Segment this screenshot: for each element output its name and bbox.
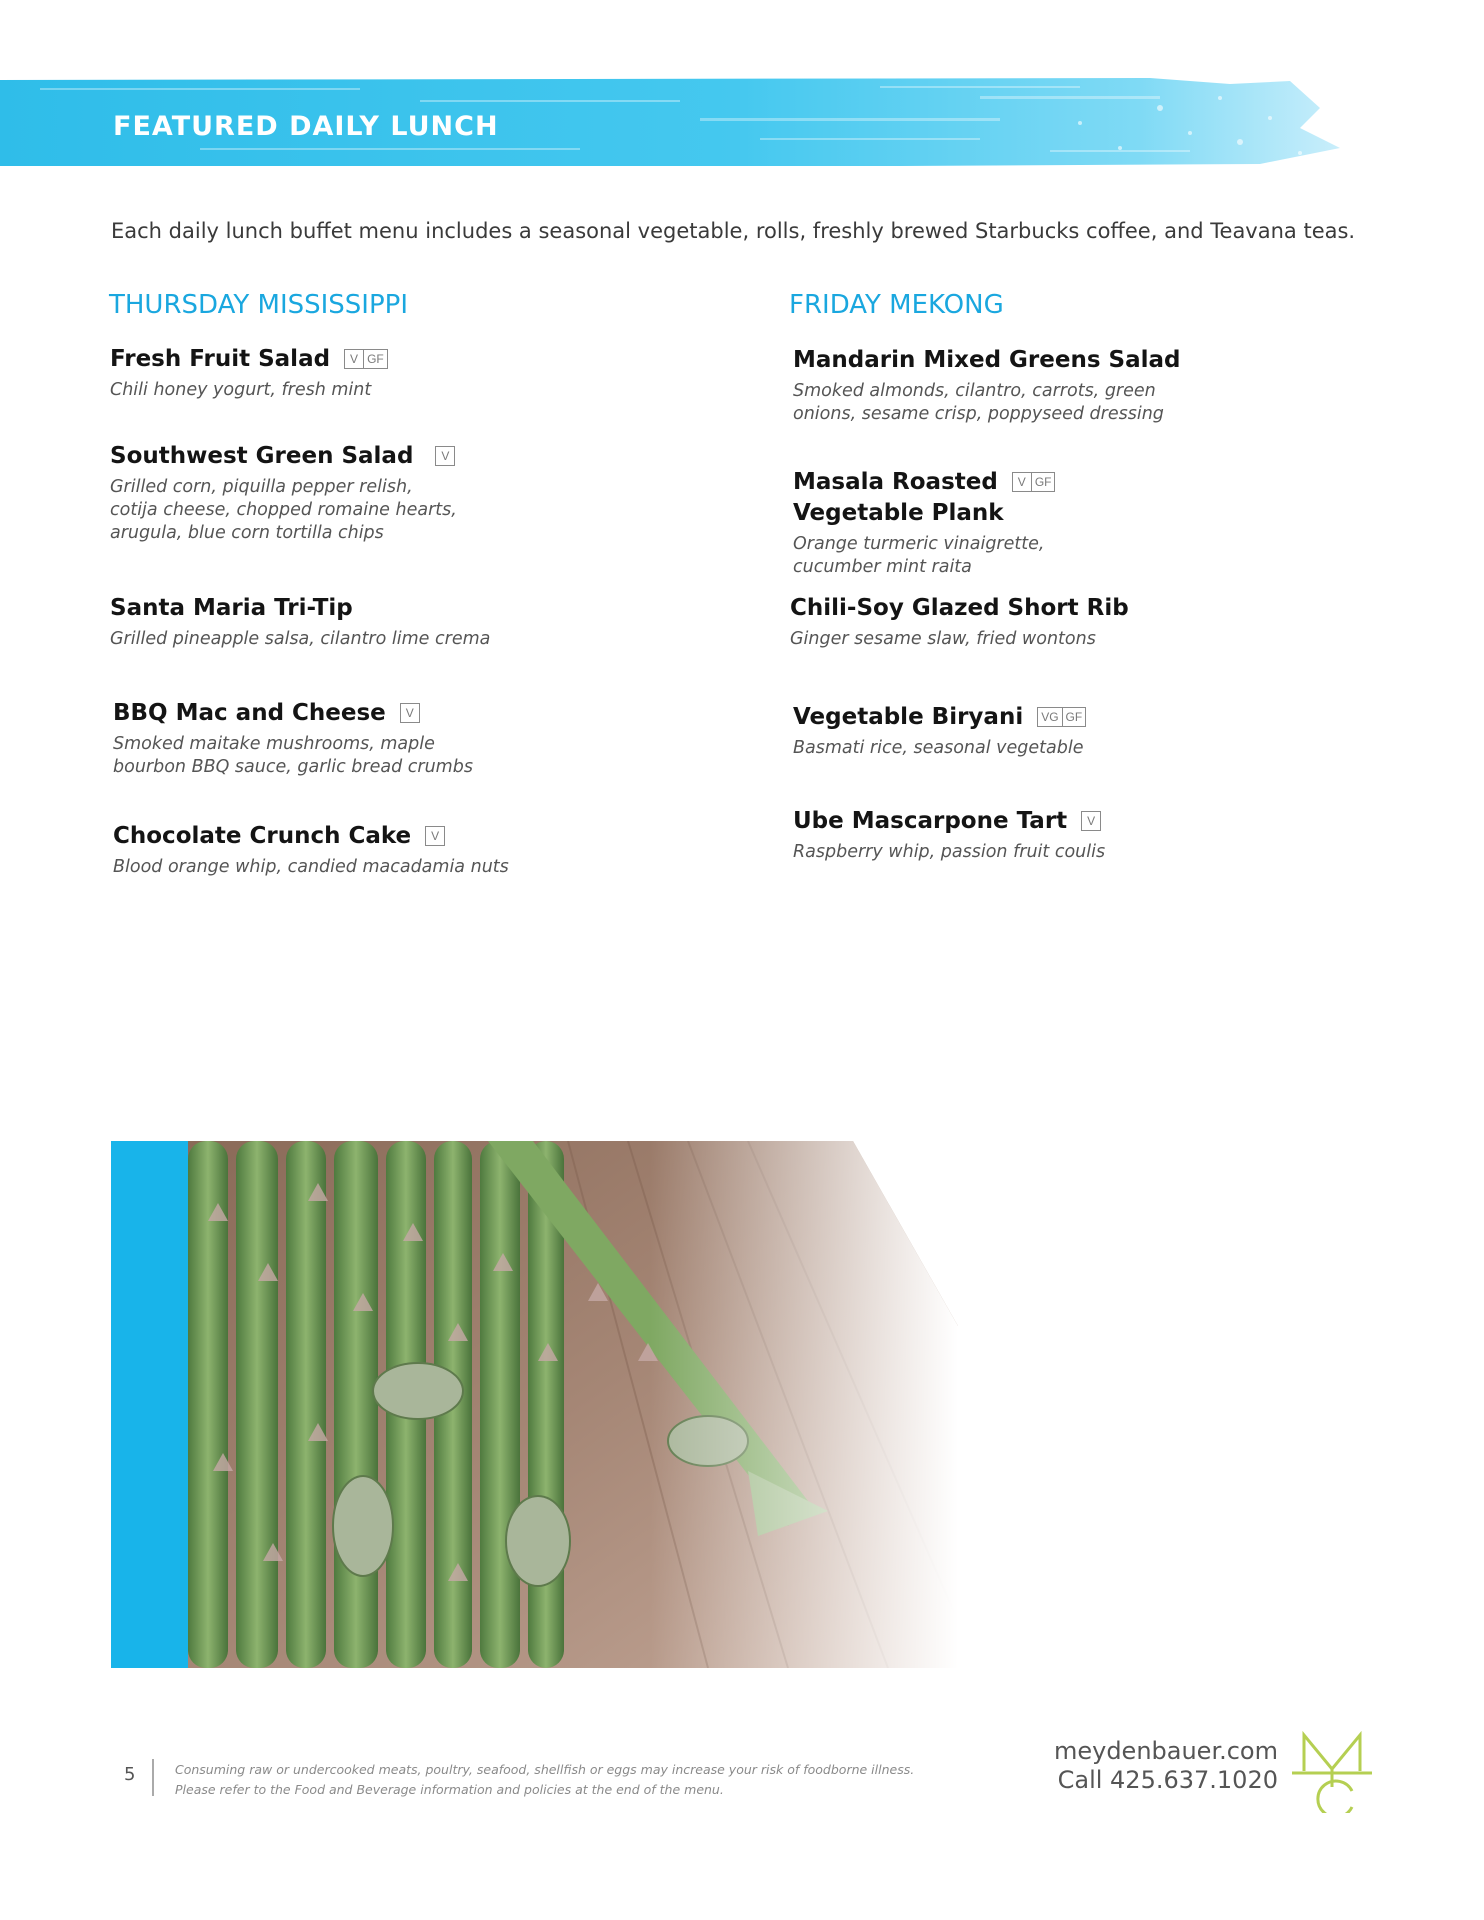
item-name: Ube Mascarpone Tart: [793, 808, 1068, 834]
menu-item: [793, 345, 1181, 426]
item-name: Southwest Green Salad: [110, 443, 414, 469]
page-number: 5: [124, 1764, 136, 1785]
item-description: Orange turmeric vinaigrette, cucumber mint raita: [793, 534, 1045, 577]
tag-gluten-free: GF: [1032, 472, 1056, 492]
diet-tags: [435, 446, 455, 466]
page-title: FEATURED DAILY LUNCH: [113, 111, 499, 142]
tag-vegetarian: V: [1081, 811, 1101, 831]
item-name-line2: Vegetable Plank: [793, 500, 1004, 526]
item-description: Raspberry whip, passion fruit coulis: [793, 842, 1106, 862]
item-description: Smoked almonds, cilantro, carrots, green onions, sesame crisp, poppyseed dressing: [793, 381, 1164, 424]
item-name: Masala Roasted: [793, 469, 998, 495]
item-name: Fresh Fruit Salad: [110, 346, 331, 372]
item-name: BBQ Mac and Cheese: [113, 700, 386, 726]
tag-vegetarian: V: [400, 703, 420, 723]
contact-info: [1054, 1737, 1278, 1795]
menu-item: [113, 821, 509, 879]
item-name: Santa Maria Tri-Tip: [110, 595, 353, 621]
diet-tags: [425, 826, 445, 846]
website-link[interactable]: meydenbauer.com: [1053, 1737, 1278, 1765]
diet-tags: [400, 703, 420, 723]
phone-number[interactable]: Call 425.637.1020: [1057, 1766, 1278, 1794]
diet-tags: [344, 349, 388, 369]
item-name: Chocolate Crunch Cake: [113, 823, 412, 849]
menu-item: [110, 344, 388, 402]
footer-divider: [152, 1759, 154, 1796]
item-description: Blood orange whip, candied macadamia nuts: [113, 857, 509, 877]
tag-vegan: VG: [1037, 707, 1062, 727]
tag-vegetarian: V: [435, 446, 455, 466]
accent-bar: [111, 1141, 188, 1668]
item-name: Vegetable Biryani: [793, 704, 1024, 730]
item-description: Basmati rice, seasonal vegetable: [793, 738, 1084, 758]
tag-vegetarian: V: [425, 826, 445, 846]
asparagus-image: [188, 1141, 958, 1668]
tag-gluten-free: GF: [1063, 707, 1087, 727]
diet-tags: [1081, 811, 1101, 831]
item-name: Chili-Soy Glazed Short Rib: [790, 595, 1129, 621]
thursday-heading: THURSDAY MISSISSIPPI: [109, 290, 408, 320]
diet-tags: [1037, 707, 1086, 727]
tag-gluten-free: GF: [364, 349, 388, 369]
tag-vegetarian: V: [344, 349, 364, 369]
menu-item: [110, 441, 457, 545]
friday-heading: FRIDAY MEKONG: [789, 290, 1004, 320]
food-safety-disclaimer: Consuming raw or undercooked meats, poultry, seafood, shellfish or eggs may increase your risk of foodborne illness. Please refer to the Food and Beverage information and policies at the end of the menu.: [175, 1762, 915, 1797]
menu-item: [110, 593, 490, 651]
item-description: Smoked maitake mushrooms, maple bourbon BBQ sauce, garlic bread crumbs: [113, 734, 473, 777]
item-description: Ginger sesame slaw, fried wontons: [790, 629, 1096, 649]
diet-tags: [1012, 472, 1056, 492]
menu-item: [113, 698, 473, 779]
tag-vegetarian: V: [1012, 472, 1032, 492]
menu-item: [793, 806, 1105, 864]
menu-item: [790, 593, 1129, 651]
item-name: Mandarin Mixed Greens Salad: [793, 347, 1181, 373]
menu-item: [793, 467, 1055, 579]
item-description: Chili honey yogurt, fresh mint: [110, 380, 372, 400]
item-description: Grilled pineapple salsa, cilantro lime crema: [110, 629, 491, 649]
menu-item: [793, 702, 1086, 760]
intro-text: Each daily lunch buffet menu includes a seasonal vegetable, rolls, freshly brewed Starbucks coffee, and Teavana teas.: [111, 219, 1356, 243]
food-photo: [111, 1141, 961, 1668]
item-description: Grilled corn, piquilla pepper relish, cotija cheese, chopped romaine hearts, arugula, blue corn tortilla chips: [110, 477, 457, 543]
meydenbauer-logo: [1292, 1729, 1372, 1813]
